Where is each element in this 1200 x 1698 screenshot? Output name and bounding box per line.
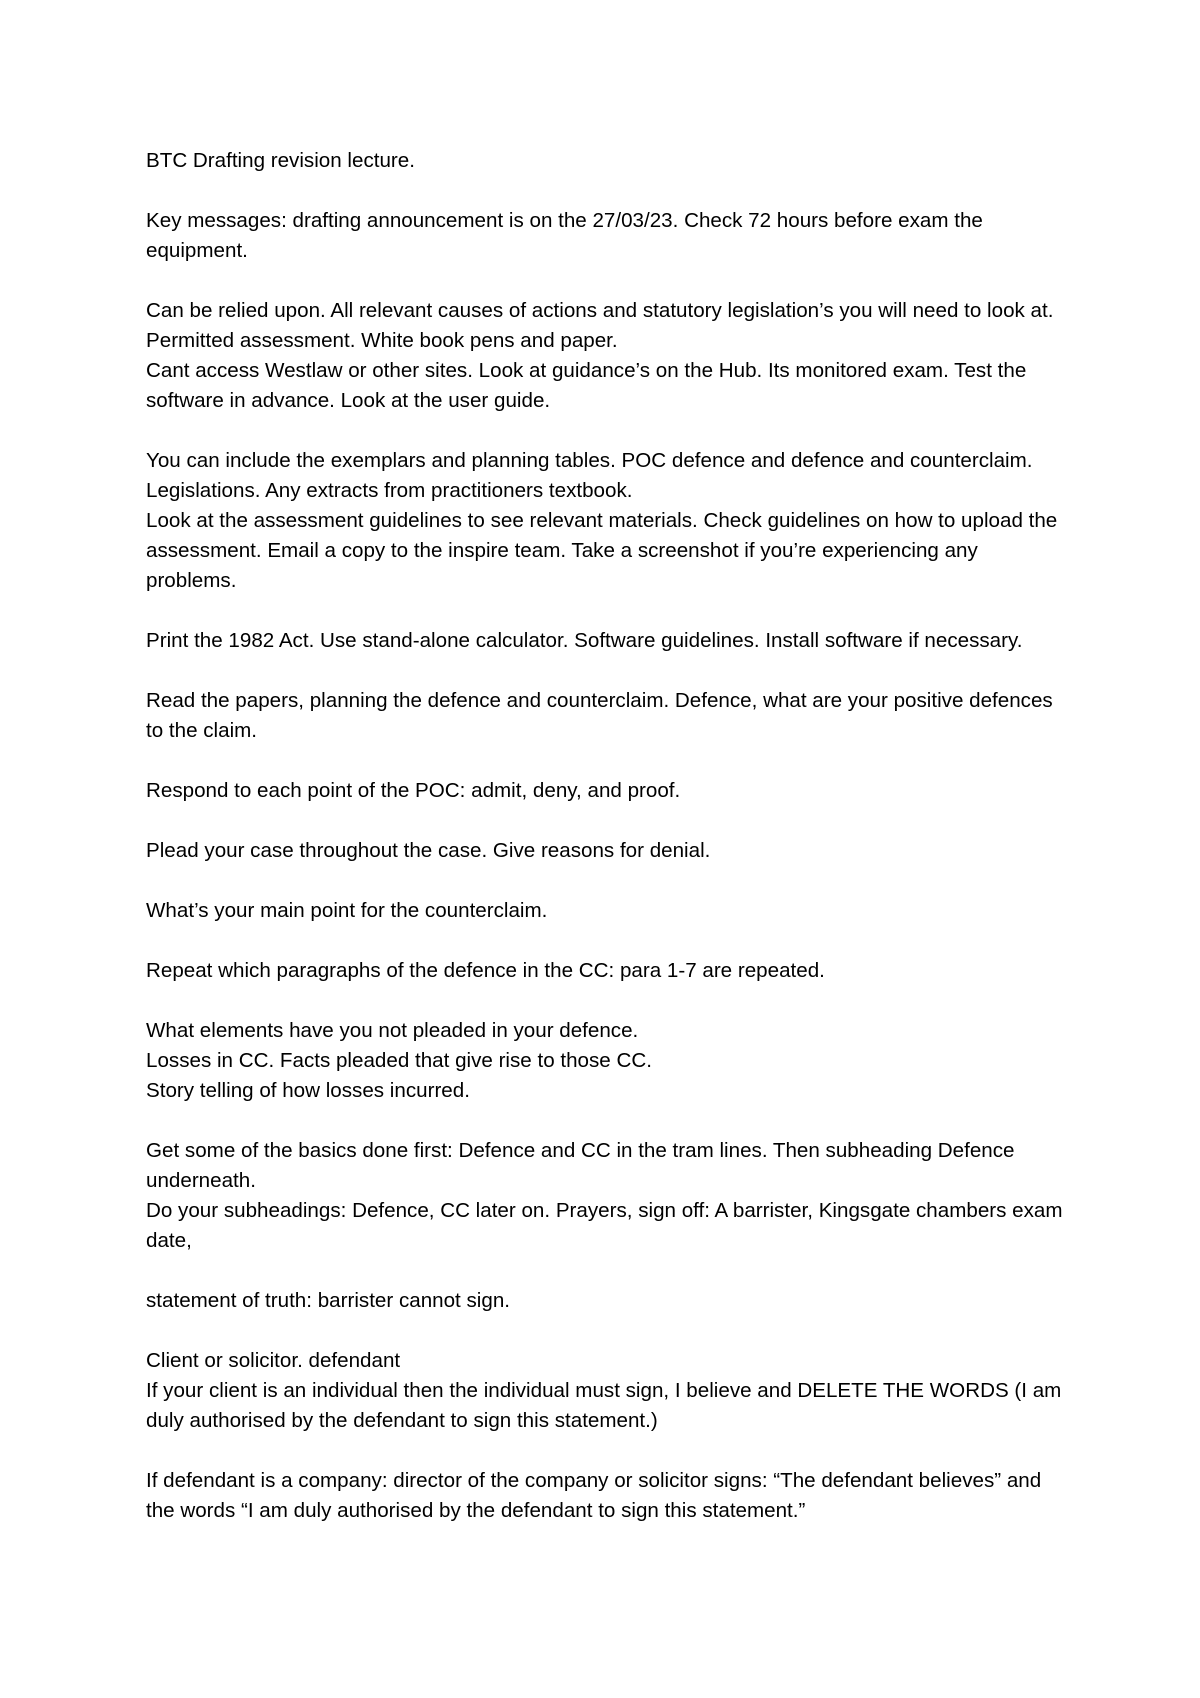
text-line: Plead your case throughout the case. Give reasons for denial. [146, 839, 711, 862]
paragraph-read-papers [146, 686, 1066, 746]
text-line: Can be relied upon. All relevant causes of actions and statutory legislation’s you will need to look at. Permitted assessment. White book pens and paper. [146, 299, 1054, 352]
text-line: Respond to each point of the POC: admit, deny, and proof. [146, 779, 681, 802]
paragraph-basics [146, 1136, 1066, 1256]
paragraph-key-messages [146, 206, 1066, 266]
paragraph-plead [146, 836, 1066, 866]
text-line: Look at the assessment guidelines to see relevant materials. Check guidelines on how to upload the assessment. Email a copy to the inspire team. Take a screenshot if you’re experiencing any problems. [146, 509, 1058, 592]
paragraph-exemplars [146, 446, 1066, 596]
text-line: Cant access Westlaw or other sites. Look at guidance’s on the Hub. Its monitored exam. Test the software in advance. Look at the user guide. [146, 359, 1027, 412]
text-line: Key messages: drafting announcement is on the 27/03/23. Check 72 hours before exam the equipment. [146, 209, 983, 262]
paragraph-repeat [146, 956, 1066, 986]
document-body [146, 146, 1066, 1556]
paragraph-main-point [146, 896, 1066, 926]
text-line: You can include the exemplars and planning tables. POC defence and defence and counterclaim. Legislations. Any extracts from practitioners textbook. [146, 449, 1033, 502]
text-line: Get some of the basics done first: Defence and CC in the tram lines. Then subheading Defence underneath. [146, 1139, 1015, 1192]
title-line: BTC Drafting revision lecture. [146, 149, 415, 172]
text-line: What elements have you not pleaded in your defence. [146, 1019, 639, 1042]
text-line: Do your subheadings: Defence, CC later on. Prayers, sign off: A barrister, Kingsgate chambers exam date, [146, 1199, 1063, 1252]
paragraph-relied-upon [146, 296, 1066, 416]
paragraph-elements [146, 1016, 1066, 1106]
text-line: If your client is an individual then the individual must sign, I believe and DELETE THE WORDS (I am duly authorised by the defendant to sign this statement.) [146, 1379, 1062, 1432]
text-line: Print the 1982 Act. Use stand-alone calculator. Software guidelines. Install software if necessary. [146, 629, 1023, 652]
paragraph-client [146, 1346, 1066, 1436]
text-line: Story telling of how losses incurred. [146, 1079, 470, 1102]
paragraph-respond [146, 776, 1066, 806]
paragraph-company [146, 1466, 1066, 1526]
text-line: Repeat which paragraphs of the defence in the CC: para 1-7 are repeated. [146, 959, 825, 982]
text-line: If defendant is a company: director of the company or solicitor signs: “The defendant believes” and the words “I am duly authorised by the defendant to sign this statement.” [146, 1469, 1042, 1522]
text-line: Losses in CC. Facts pleaded that give rise to those CC. [146, 1049, 652, 1072]
paragraph-print-act [146, 626, 1066, 656]
paragraph-statement-of-truth [146, 1286, 1066, 1316]
text-line: What’s your main point for the counterclaim. [146, 899, 548, 922]
text-line: statement of truth: barrister cannot sign. [146, 1289, 511, 1312]
text-line: Client or solicitor. defendant [146, 1349, 401, 1372]
paragraph-title [146, 146, 1066, 176]
text-line: Read the papers, planning the defence and counterclaim. Defence, what are your positive defences to the claim. [146, 689, 1053, 742]
